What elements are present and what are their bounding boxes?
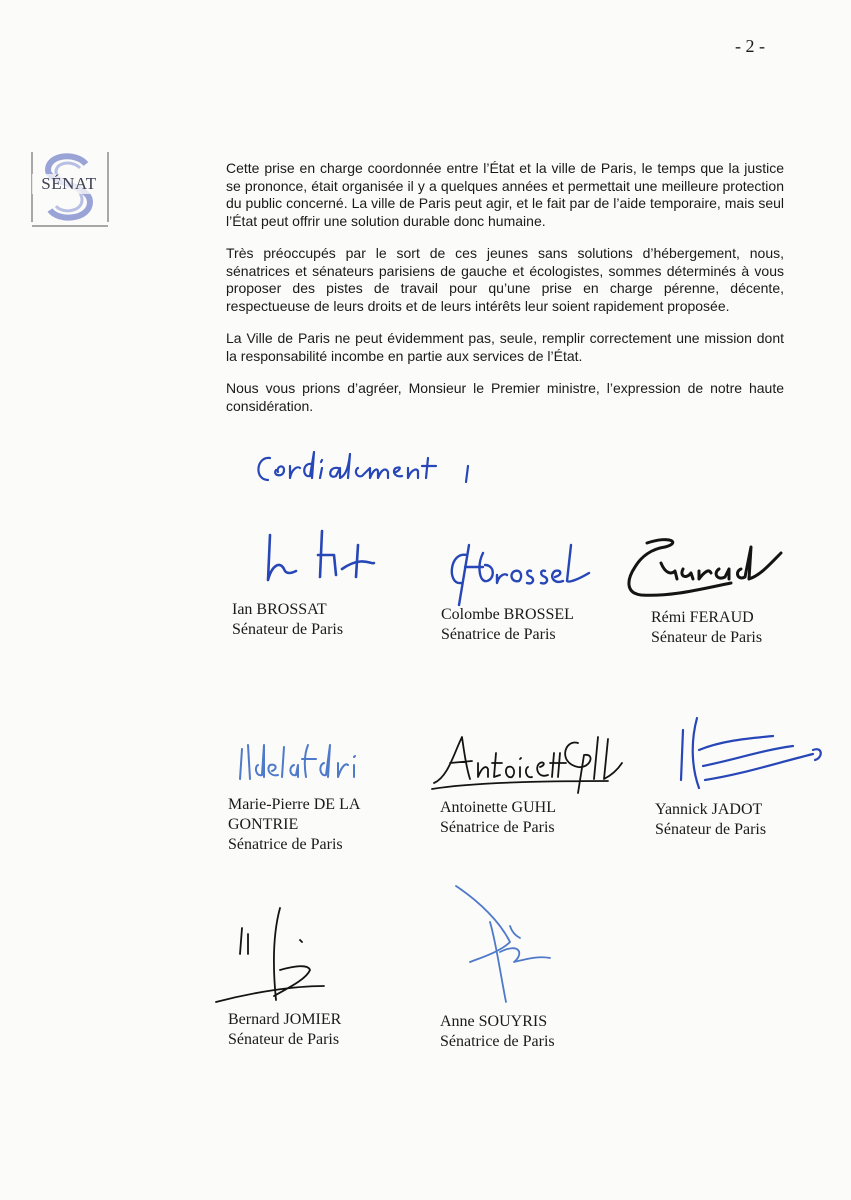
signature-block-jomier (228, 1010, 341, 1050)
signature-guhl-image (428, 723, 628, 803)
handwritten-closing (250, 440, 520, 505)
signature-block-souyris (440, 1012, 555, 1052)
signature-block-feraud (651, 608, 762, 648)
signature-brossel-image (439, 535, 609, 615)
signature-block-jadot (655, 800, 766, 840)
signature-de-la-gontrie-image (234, 735, 404, 795)
signatory-title: Sénateur de Paris (655, 821, 767, 838)
signatory-name: Rémi FERAUD (651, 609, 754, 626)
signature-brossat-image (262, 525, 392, 595)
signatory-name: Ian BROSSAT (232, 601, 327, 618)
signature-feraud-image (621, 533, 801, 613)
page-number: - 2 - (735, 36, 765, 56)
signature-block-brossel (441, 605, 574, 645)
signature-jomier-image (214, 900, 334, 1020)
signatory-name: Antoinette GUHL (440, 799, 556, 816)
signatory-name: Marie-Pierre DE LA (228, 796, 361, 813)
handwritten-closing-image (250, 440, 520, 500)
signatory-title: Sénateur de Paris (232, 621, 344, 638)
signature-block-brossat (232, 600, 343, 640)
signatory-name: Anne SOUYRIS (440, 1013, 548, 1030)
signatory-title: Sénatrice de Paris (440, 1033, 555, 1050)
signatory-title: Sénateur de Paris (228, 1031, 340, 1048)
signatory-title: Sénateur de Paris (651, 629, 763, 646)
senat-logo (28, 150, 113, 230)
signatory-name-line2: GONTRIE (228, 816, 299, 833)
senat-logo-text: SÉNAT (32, 174, 106, 194)
letter-body (226, 160, 784, 430)
paragraph: La Ville de Paris ne peut évidemment pas, seule, remplir correctement une mission dont la responsabilité incombe en partie aux services de l’État. (226, 330, 784, 364)
paragraph: Nous vous prions d’agréer, Monsieur le Premier ministre, l’expression de notre haute considération. (226, 380, 784, 414)
signatory-name: Colombe BROSSEL (441, 606, 574, 623)
signatory-title: Sénatrice de Paris (228, 836, 343, 853)
signature-block-guhl (440, 798, 556, 838)
signatory-title: Sénatrice de Paris (440, 819, 555, 836)
paragraph: Cette prise en charge coordonnée entre l’État et la ville de Paris, le temps que la justice se prononce, était organisée il y a quelques années et permettait une meilleure protection du public concerné. La ville de Paris peut agir, et le fait par de l’aide temporaire, mais seul l’État peut offrir une solution durable donc humaine. (226, 160, 784, 229)
paragraph: Très préoccupés par le sort de ces jeunes sans solutions d’hébergement, nous, sénatrices et sénateurs parisiens de gauche et écologistes, sommes déterminés à vous proposer des pistes de travail pour qu’une prise en charge pérenne, décente, respectueuse de leurs droits et de leurs intérêts leur soient rapidement proposée. (226, 245, 784, 314)
signature-souyris-image (450, 882, 570, 1012)
signature-jadot-image (673, 710, 833, 800)
signature-block-de-la-gontrie (228, 795, 360, 855)
signatory-title: Sénatrice de Paris (441, 626, 556, 643)
signatory-name: Bernard JOMIER (228, 1011, 342, 1028)
signatory-name: Yannick JADOT (655, 801, 763, 818)
